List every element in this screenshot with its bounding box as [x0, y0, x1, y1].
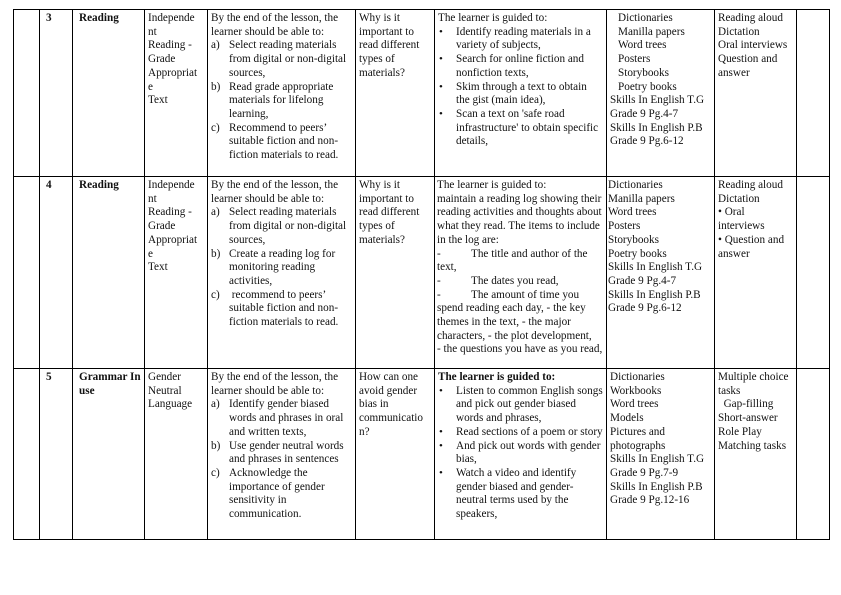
assessment-item: Matching tasks [718, 439, 787, 452]
bullet-icon: • [439, 80, 443, 93]
sub-strand-line: Independe [148, 12, 195, 24]
lesson-number: 3 [40, 10, 73, 177]
outcome-item [211, 398, 352, 439]
resource-item: Posters [608, 220, 641, 233]
sub-strand-line: nt [148, 192, 157, 205]
experience-item [438, 440, 603, 467]
experience-item [438, 426, 603, 440]
outcomes-intro: By the end of the lesson, the learner should be able to: [211, 12, 339, 38]
resource-item: Skills In English P.B [608, 288, 701, 301]
experiences-list [438, 26, 603, 149]
resource-item: Storybooks [608, 233, 659, 246]
resource-item: Poetry books [618, 80, 677, 93]
resource-item: Workbooks [610, 384, 662, 397]
outcome-item [211, 440, 352, 467]
experience-text: Skim through a text to obtain the gist (main idea), [456, 80, 587, 107]
sub-strand-line: Neutral [148, 384, 182, 397]
assessment-item: Reading aloud [718, 12, 783, 24]
assessment-cell [715, 177, 797, 369]
resource-item: Manilla papers [608, 192, 675, 205]
dash-marker: - [437, 288, 441, 301]
resource-item: Dictionaries [608, 179, 663, 191]
outcome-item [211, 289, 352, 330]
outcome-text: Select reading materials from digital or non-digital sources, [229, 206, 347, 246]
learning-experiences-cell [435, 369, 607, 540]
resource-item: Pictures and photographs [610, 425, 666, 452]
resource-item: Skills In English T.G [610, 94, 705, 107]
resource-item: Grade 9 Pg.12-16 [610, 494, 690, 507]
week-cell [14, 10, 40, 177]
outcome-item [211, 39, 352, 80]
dash-marker: - [437, 247, 441, 260]
outcome-text: Acknowledge the importance of gender sensitivity in communication. [229, 466, 325, 521]
assessment-item: Dictation [718, 192, 760, 205]
sub-strand-line: nt [148, 25, 157, 38]
learning-experiences-cell [435, 10, 607, 177]
outcome-text: Read grade appropriate materials for lifelong learning, [229, 80, 334, 120]
assessment-item: Short-answer [718, 412, 778, 425]
assessment-cell [715, 369, 797, 540]
bullet-icon: • [439, 425, 443, 438]
resource-item: Grade 9 Pg.6-12 [610, 135, 684, 148]
remarks-cell [797, 177, 830, 369]
outcome-marker: a) [211, 206, 220, 219]
experiences-paragraph: maintain a reading log showing their reading activities and thoughts about what they read. The items to include in the log are: [437, 192, 602, 246]
outcomes-list [211, 398, 352, 521]
resource-item: Grade 9 Pg.7-9 [610, 466, 679, 479]
experience-text: Listen to common English songs and pick out gender biased words and phrases, [456, 384, 603, 425]
experience-text: Read sections of a poem or story [456, 425, 603, 438]
sub-strand-line: Grade [148, 220, 176, 233]
assessment-item: Dictation [718, 25, 760, 38]
resource-item: Storybooks [618, 66, 669, 79]
outcome-text: Use gender neutral words and phrases in sentences [229, 439, 344, 466]
sub-strand-line: Independe [148, 179, 195, 191]
outcome-marker: b) [211, 439, 221, 452]
experiences-intro: The learner is guided to: [438, 12, 548, 24]
experience-dash-item [437, 275, 603, 289]
resource-item: Skills In English T.G [608, 261, 703, 274]
bullet-icon: • [439, 466, 443, 479]
resource-item: Models [610, 412, 644, 425]
outcome-text: Select reading materials from digital or non-digital sources, [229, 39, 347, 79]
sub-strand-line: Text [148, 94, 168, 107]
sub-strand-line: Gender [148, 371, 181, 383]
resource-item: Grade 9 Pg.6-12 [608, 302, 682, 315]
bullet-icon: • [439, 53, 443, 66]
experience-text: Identify reading materials in a variety of subjects, [456, 25, 591, 52]
resource-item: Skills In English T.G [610, 453, 705, 466]
assessment-item: Oral interviews [718, 39, 788, 52]
outcome-item [211, 81, 352, 122]
sub-strand-cell [145, 369, 208, 540]
learning-outcomes-cell [208, 177, 356, 369]
sub-strand-line: Appropriat [148, 66, 198, 79]
assessment-cell [715, 10, 797, 177]
experience-dash-item [437, 248, 603, 275]
experiences-tail: - the questions you have as you read, [437, 343, 603, 356]
outcome-text: Create a reading log for monitoring reading activities, [229, 247, 336, 287]
outcome-marker: c) [211, 121, 220, 134]
experience-item [438, 385, 603, 426]
experience-text: Search for online fiction and nonfiction texts, [456, 53, 584, 79]
resources-cell [607, 10, 715, 177]
learning-outcomes-cell [208, 10, 356, 177]
experiences-list [438, 385, 603, 522]
outcome-text: Identify gender biased words and phrases in oral and written texts, [229, 398, 344, 438]
week-cell [14, 177, 40, 369]
experience-text: The dates you read, [471, 274, 559, 287]
resource-item: Skills In English P.B [610, 480, 703, 493]
week-cell [14, 369, 40, 540]
resource-item: Grade 9 Pg.4-7 [610, 107, 679, 120]
sub-strand-line: e [148, 247, 153, 260]
resource-item: Skills In English P.B [610, 121, 703, 134]
resource-item: Manilla papers [618, 25, 685, 38]
inquiry-question-cell: How can one avoid gender bias in communicatio n? [356, 369, 435, 540]
assessment-item: Gap-filling [718, 398, 774, 411]
sub-strand-line: Language [148, 398, 193, 411]
outcome-marker: c) [211, 288, 220, 301]
outcomes-list [211, 39, 352, 162]
assessment-item: • Question and answer [718, 233, 785, 260]
strand-cell: Reading [73, 177, 145, 369]
experience-text: Watch a video and identify gender biased and gender-neutral terms used by the speakers, [456, 466, 577, 521]
learning-outcomes-cell [208, 369, 356, 540]
outcome-item [211, 122, 352, 163]
outcomes-intro: By the end of the lesson, the learner should be able to: [211, 371, 339, 397]
assessment-item: Question and answer [718, 53, 778, 79]
outcomes-list [211, 206, 352, 329]
resource-item: Grade 9 Pg.4-7 [608, 274, 677, 287]
remarks-cell [797, 369, 830, 540]
assessment-item: • Oral interviews [718, 206, 765, 233]
sub-strand-cell [145, 10, 208, 177]
experience-item [438, 81, 603, 108]
strand-cell: Reading [73, 10, 145, 177]
resource-item: Dictionaries [618, 12, 673, 24]
resource-item: Dictionaries [610, 371, 665, 383]
outcome-item [211, 248, 352, 289]
outcome-text: Recommend to peers’ suitable fiction and non-fiction materials to read. [229, 121, 339, 162]
sub-strand-line: e [148, 80, 153, 93]
experiences-intro: The learner is guided to: [438, 371, 556, 383]
experience-item [438, 26, 603, 53]
sub-strand-line: Appropriat [148, 233, 198, 246]
sub-strand-line: Reading - [148, 39, 192, 52]
experience-text: And pick out words with gender bias, [456, 439, 601, 466]
dash-marker: - [437, 274, 441, 287]
outcome-marker: b) [211, 80, 221, 93]
bullet-icon: • [439, 107, 443, 120]
bullet-icon: • [439, 25, 443, 38]
resources-cell [607, 177, 715, 369]
outcome-item [211, 206, 352, 247]
strand-cell: Grammar In use [73, 369, 145, 540]
experience-text: The title and author of the text, [437, 247, 588, 274]
inquiry-question-cell: Why is it important to read different types of materials? [356, 10, 435, 177]
learning-experiences-cell [435, 177, 607, 369]
experience-item [438, 467, 603, 522]
resource-item: Poetry books [608, 247, 667, 260]
experience-text: Scan a text on 'safe road infrastructure' to obtain specific details, [456, 107, 599, 148]
outcome-marker: a) [211, 398, 220, 411]
bullet-icon: • [439, 384, 443, 397]
experience-text: The amount of time you spend reading each day, - the key themes in the text, - the major characters, - the plot development, [437, 288, 592, 342]
table-row [14, 177, 830, 369]
lesson-number: 4 [40, 177, 73, 369]
lesson-number: 5 [40, 369, 73, 540]
experience-dash-item [437, 289, 603, 344]
bullet-icon: • [439, 439, 443, 452]
assessment-item: Multiple choice tasks [718, 371, 789, 397]
experiences-intro: The learner is guided to: [437, 179, 547, 191]
sub-strand-line: Grade [148, 53, 176, 66]
outcome-marker: c) [211, 466, 220, 479]
experience-item [438, 108, 603, 149]
sub-strand-line: Text [148, 261, 168, 274]
outcome-item [211, 467, 352, 522]
assessment-item: Role Play [718, 425, 762, 438]
remarks-cell [797, 10, 830, 177]
outcome-marker: a) [211, 39, 220, 52]
outcome-text: recommend to peers’ suitable fiction and non-fiction materials to read. [229, 288, 339, 329]
experience-item [438, 53, 603, 80]
resource-item: Word trees [610, 398, 659, 411]
inquiry-question-cell: Why is it important to read different types of materials? [356, 177, 435, 369]
table-row [14, 369, 830, 540]
resource-item: Word trees [608, 206, 657, 219]
scheme-of-work-table [13, 9, 830, 540]
sub-strand-cell [145, 177, 208, 369]
assessment-item: Reading aloud [718, 179, 783, 191]
resource-item: Posters [618, 53, 651, 66]
resources-cell [607, 369, 715, 540]
resource-item: Word trees [618, 39, 667, 52]
outcome-marker: b) [211, 247, 221, 260]
outcomes-intro: By the end of the lesson, the learner should be able to: [211, 179, 339, 205]
table-row [14, 10, 830, 177]
sub-strand-line: Reading - [148, 206, 192, 219]
